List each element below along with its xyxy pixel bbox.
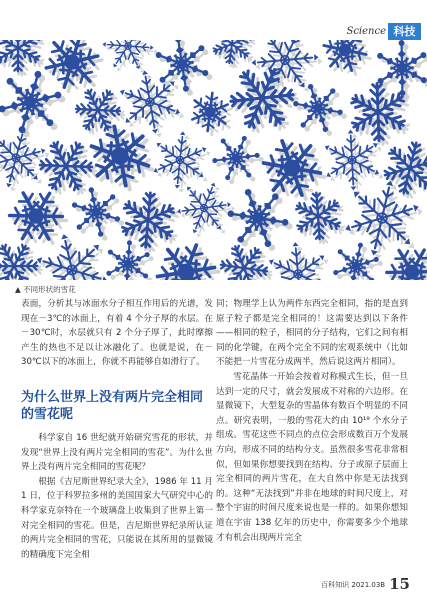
- section-heading: 为什么世界上没有两片完全相同的雪花呢: [21, 389, 204, 422]
- paragraph: 表面，分析其与冰面水分子相互作用后的光谱，发现在－3℃的冰面上，有着 4 个分子厚的水层。在－30℃时，水层就只有 2 个分子厚了，此时摩擦产生的热也不足以让冰融化了。也就是说，在－30℃以下的冰面上，你就不再能够自如滑行了。: [21, 299, 213, 368]
- paragraph: 同；物理学上认为两件东西完全相同，指的是直到原子粒子都是完全相同的！这需要达到以下条件——相同的粒子，相同的分子结构，它们之间有相同的化学键，在两个完全不同的宏观系统中（比如不能把一片雪花分成两半，然后说这两片相同）。: [216, 299, 408, 368]
- snowflake-icon: [215, 175, 300, 261]
- figure-caption: ▲ 不同形状的雪花: [15, 285, 76, 294]
- snowflake-icon: [169, 173, 239, 243]
- right-column: [216, 297, 408, 545]
- page-number: 15: [389, 575, 410, 593]
- snowflake-pattern: [0, 40, 427, 280]
- snowflake-shadow: [65, 181, 135, 251]
- paragraph: 科学家自 16 世纪就开始研究雪花的形状，并发现“世界上没有两片完全相同的雪花”。为什么世界上没有两片完全相同的雪花呢？: [21, 432, 213, 473]
- section-label-en: Science: [346, 26, 386, 37]
- snowflake-icon: [283, 73, 353, 143]
- snowflake-illustration: [0, 40, 427, 280]
- left-column: [21, 297, 213, 562]
- snowflake-icon: [61, 177, 131, 247]
- paragraph: 雪花晶体一开始会按着对称模式生长，但一旦达到一定的尺寸，就会发展成不对称的六边形。在显微镜下，大型复杂的雪晶体有数百个明显的不同点。研究表明，一般的雪花大约由 10¹⁹ 个水分子组成。雪花这些不同点的点位会形成数百万个发展方向，形成不同的结构分支。虽然很多雪花非常相似，但如果你想要找到在结构、分子或原子层面上完全相同的两片雪花，在大自然中你是无法找到的。这种“无法找到”并非在地球的时间尺度上，对整个宇宙的时间尺度来说也是一样的。如果你想知道在宇宙 138 亿年的历史中，你需要多少个地球才有机会出现两片完全: [216, 371, 408, 543]
- paragraph: 根据《吉尼斯世界纪录大全》，1986 年 11 月 1 日，位于科罗拉多州的美国国家大气研究中心的科学家克奈特在一个玻璃盘上收集到了世界上第一对完全相同的雪花。但是，吉尼斯世界纪录所认证的两片完全相同的雪花，只能说在其所用的显微镜的精确度下完全相: [21, 476, 213, 560]
- magazine-issue: 百科知识 2021.03B: [321, 581, 386, 589]
- snowflake-icon: [205, 127, 266, 189]
- snowflake-shadow: [214, 40, 257, 70]
- snowflake-icon: [93, 40, 163, 81]
- page-header: [0, 0, 427, 40]
- section-tag: 科技: [388, 23, 421, 40]
- snowflake-icon: [337, 172, 427, 264]
- page-footer: [321, 575, 410, 593]
